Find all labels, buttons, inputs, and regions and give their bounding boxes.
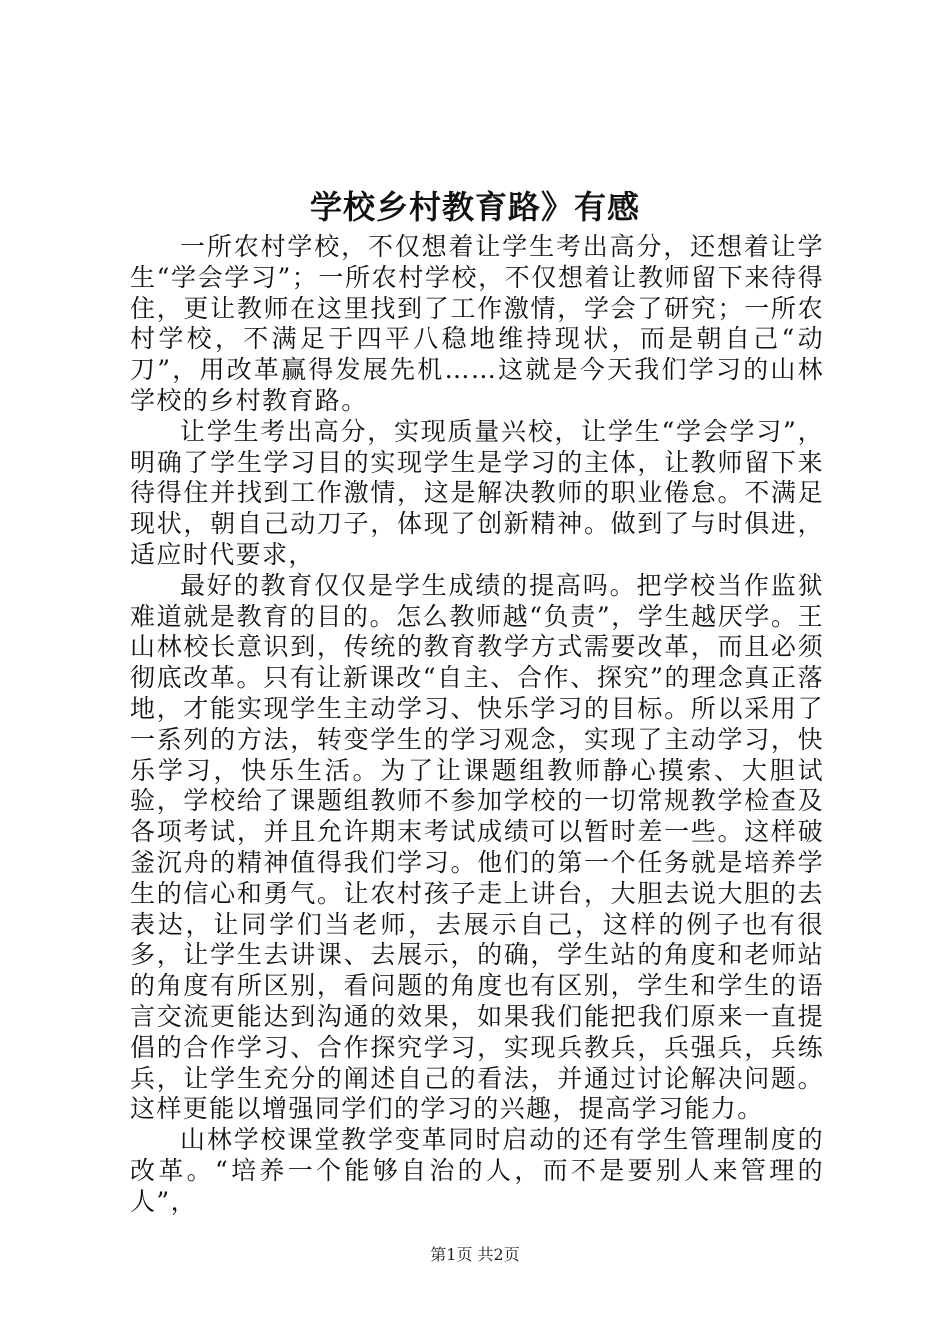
document-body bbox=[130, 232, 824, 1218]
body-paragraph: 山林学校课堂教学变革同时启动的还有学生管理制度的改革。“培养一个能够自治的人，而不是要别人来管理的人”， bbox=[130, 1125, 824, 1216]
body-paragraph: 让学生考出高分，实现质量兴校，让学生“学会学习”，明确了学生学习目的实现学生是学习的主体，让教师留下来待得住并找到工作激情，这是解决教师的职业倦怠。不满足现状，朝自己动刀子，体现了创新精神。做到了与时俱进，适应时代要求， bbox=[130, 416, 824, 569]
body-paragraph: 一所农村学校，不仅想着让学生考出高分，还想着让学生“学会学习”；一所农村学校，不仅想着让教师留下来待得住，更让教师在这里找到了工作激情，学会了研究；一所农村学校，不满足于四平八稳地维持现状，而是朝自己“动刀”，用改革赢得发展先机……这就是今天我们学习的山林学校的乡村教育路。 bbox=[130, 232, 824, 415]
page-number-footer: 第1页 共2页 bbox=[430, 1245, 520, 1264]
body-paragraph: 最好的教育仅仅是学生成绩的提高吗。把学校当作监狱难道就是教育的目的。怎么教师越“负责”，学生越厌学。王山林校长意识到，传统的教育教学方式需要改革，而且必须彻底改革。只有让新课改“自主、合作、探究”的理念真正落地，才能实现学生主动学习、快乐学习的目标。所以采用了一系列的方法，转变学生的学习观念，实现了主动学习，快乐学习，快乐生活。为了让课题组教师静心摸索、大胆试验，学校给了课题组教师不参加学校的一切常规教学检查及各项考试，并且允许期末考试成绩可以暂时差一些。这样破釜沉舟的精神值得我们学习。他们的第一个任务就是培养学生的信心和勇气。让农村孩子走上讲台，大胆去说大胆的去表达，让同学们当老师，去展示自己，这样的例子也有很多，让学生去讲课、去展示，的确，学生站的角度和老师站的角度有所区别，看问题的角度也有区别，学生和学生的语言交流更能达到沟通的效果，如果我们能把我们原来一直提倡的合作学习、合作探究学习，实现兵教兵，兵强兵，兵练兵，让学生充分的阐述自己的看法，并通过讨论解决问题。这样更能以增强同学们的学习的兴趣，提高学习能力。 bbox=[130, 570, 824, 1124]
document-title: 学校乡村教育路》有感 bbox=[309, 188, 640, 226]
